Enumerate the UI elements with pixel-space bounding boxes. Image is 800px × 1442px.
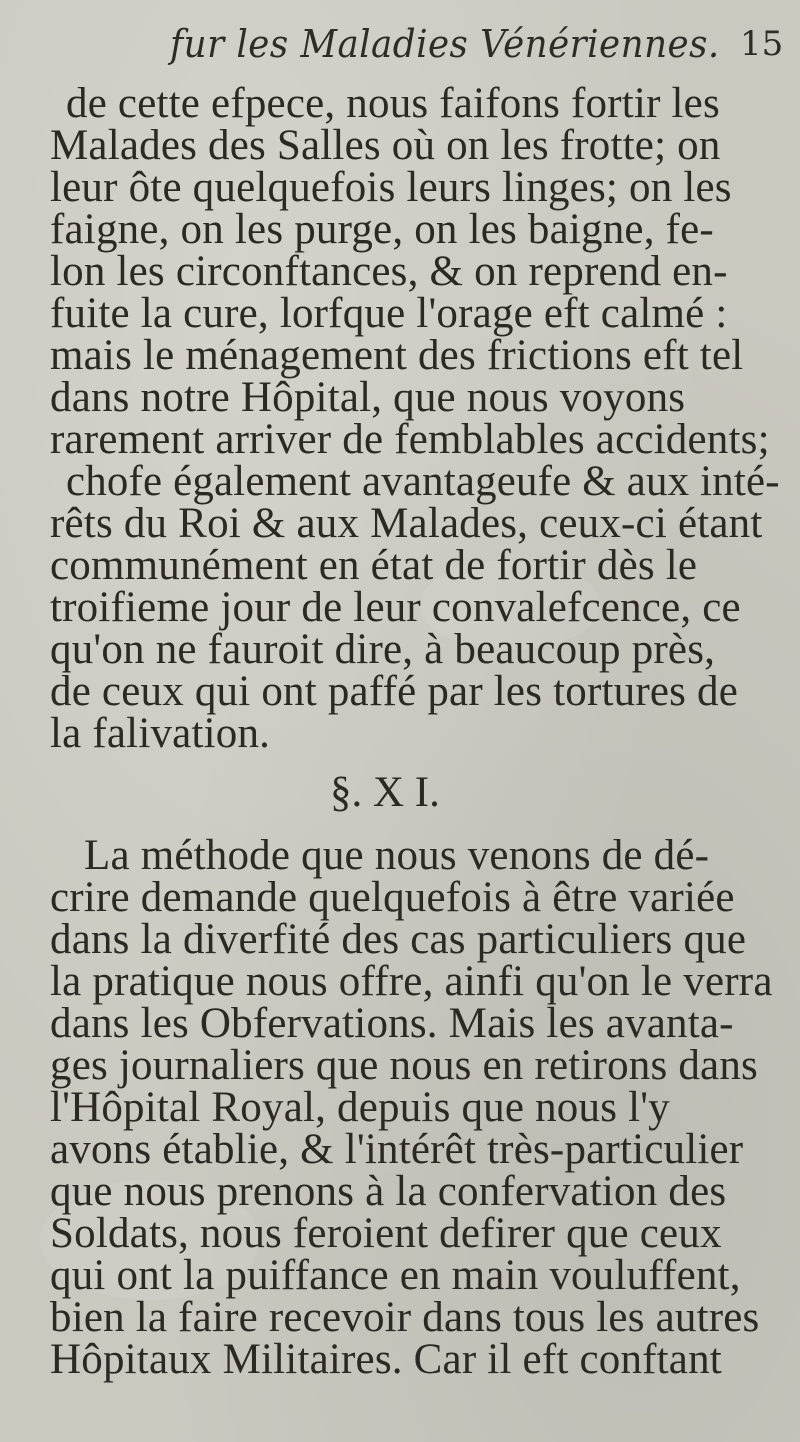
text-line: rêts du Roi & aux Malades, ceux-ci étant <box>50 500 763 547</box>
section-heading: §. X I. <box>330 769 440 816</box>
text-line: ges journaliers que nous en retirons dans <box>50 1042 758 1089</box>
page-number: 15 <box>740 24 784 64</box>
running-title: fur les Maladies Vénériennes. <box>170 22 720 66</box>
text-line: avons établie, & l'intérêt très-particulier <box>50 1126 744 1173</box>
text-line: mais le ménagement des frictions eft tel <box>50 332 744 379</box>
text-line: leur ôte quelquefois leurs linges; on les <box>50 164 732 211</box>
text-line: de cette efpece, nous faifons fortir les <box>66 80 720 127</box>
text-line: qu'on ne fauroit dire, à beaucoup près, <box>50 626 716 673</box>
text-line: troifieme jour de leur convalefcence, ce <box>50 584 741 631</box>
text-line: que nous prenons à la confervation des <box>50 1168 727 1215</box>
text-line: dans les Obfervations. Mais les avanta- <box>50 1000 734 1047</box>
text-line: bien la faire recevoir dans tous les autres <box>50 1294 760 1341</box>
text-line: Malades des Salles où on les frotte; on <box>50 122 721 169</box>
text-line: La méthode que nous venons de dé- <box>84 832 710 879</box>
text-line: Soldats, nous feroient defirer que ceux <box>50 1210 722 1257</box>
text-line: crire demande quelquefois à être variée <box>50 874 735 921</box>
text-line: rarement arriver de femblables accidents; <box>50 416 770 463</box>
text-line: chofe également avantageufe & aux inté- <box>66 458 780 505</box>
text-line: dans notre Hôpital, que nous voyons <box>50 374 686 421</box>
text-line: communément en état de fortir dès le <box>50 542 698 589</box>
text-line: l'Hôpital Royal, depuis que nous l'y <box>50 1084 670 1131</box>
text-line: dans la diverfité des cas particuliers que <box>50 916 747 963</box>
text-line: de ceux qui ont paffé par les tortures de <box>50 668 738 715</box>
text-line: faigne, on les purge, on les baigne, fe- <box>50 206 714 253</box>
text-line: lon les circonftances, & on reprend en- <box>50 248 728 295</box>
text-line: Hôpitaux Militaires. Car il eft conftant <box>50 1336 722 1383</box>
text-line: qui ont la puiffance en main vouluffent, <box>50 1252 741 1299</box>
text-line: fuite la cure, lorfque l'orage eft calmé : <box>50 290 728 337</box>
text-line: la falivation. <box>50 710 271 757</box>
text-line: la pratique nous offre, ainfi qu'on le verra <box>50 958 773 1005</box>
